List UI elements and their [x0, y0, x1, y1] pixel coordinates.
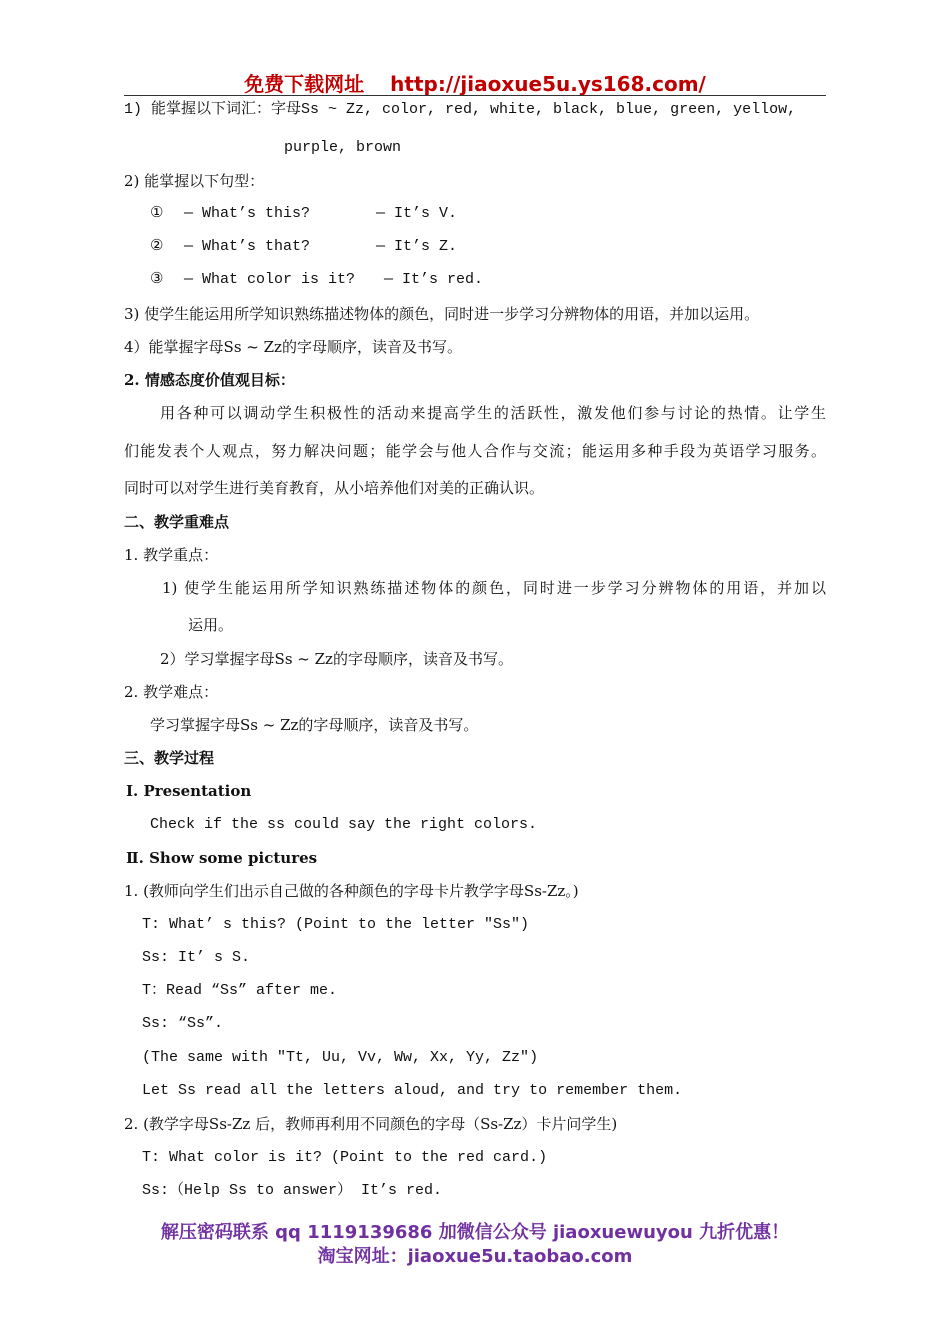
key-point-2: 2）学习掌握字母Ss ~ Zz的字母顺序，读音及书写。 [160, 650, 513, 668]
dialog-line-3: T：Read “Ss” after me. [142, 982, 338, 999]
dialog-line-6: Let Ss read all the letters aloud, and try to remember them. [142, 1082, 683, 1099]
key-point-1-cont: 运用。 [188, 616, 234, 634]
section-2-heading: 二、教学重难点 [124, 513, 230, 531]
objective-3: 3) 使学生能运用所学知识熟练描述物体的颜色，同时进一步学习分辨物体的用语，并加以运用。 [124, 305, 760, 323]
page-header [0, 68, 950, 97]
objective-1: 1) 能掌握以下词汇：字母Ss ~ Zz, color, red, white, black, blue, green, yellow, [124, 101, 797, 118]
difficulties-heading: 2. 教学难点： [124, 683, 219, 701]
step-1-text: Check if the ss could say the right colors. [150, 816, 538, 833]
sentence-1-num: ① [150, 205, 164, 222]
sentence-2-question: — What’s that? [184, 238, 311, 255]
activity-1: 1. (教师向学生们出示自己做的各种颜色的字母卡片教学字母Ss-Zz。) [124, 882, 579, 900]
key-points-heading: 1. 教学重点： [124, 546, 219, 564]
footer-contact: 解压密码联系 qq 1119139686 加微信公众号 jiaoxuewuyou 九折优惠！ [160, 1222, 790, 1243]
section-3-heading: 三、教学过程 [124, 749, 215, 767]
objective-4: 4）能掌握字母Ss ~ Zz的字母顺序，读音及书写。 [124, 338, 462, 356]
header-rule [124, 95, 826, 96]
objective-1-cont: purple, brown [284, 139, 402, 156]
dialog-line-2: Ss: It’ s S. [142, 949, 251, 966]
affective-heading: 2. 情感态度价值观目标： [124, 371, 295, 389]
dialog-line-5: (The same with "Tt, Uu, Vv, Ww, Xx, Yy, Zz") [142, 1049, 539, 1066]
key-point-1: 1) 使学生能运用所学知识熟练描述物体的颜色，同时进一步学习分辨物体的用语，并加以 [162, 579, 826, 597]
dialog-line-1: T: What’ s this? (Point to the letter "Ss") [142, 916, 530, 933]
dialog-line-4: Ss: “Ss”. [142, 1015, 224, 1032]
dialog-line-7: T: What color is it? (Point to the red card.) [142, 1149, 548, 1166]
activity-2: 2. (教学字母Ss-Zz 后，教师再利用不同颜色的字母（Ss-Zz）卡片问学生) [124, 1115, 618, 1133]
dialog-line-8: Ss:（Help Ss to answer） It’s red. [142, 1182, 443, 1199]
header-title: 免费下载网址 [244, 72, 365, 96]
affective-para-3: 同时可以对学生进行美育教育，从小培养他们对美的正确认识。 [124, 479, 545, 497]
difficulty-1: 学习掌握字母Ss ~ Zz的字母顺序，读音及书写。 [150, 716, 479, 734]
step-2-heading: Ⅱ. Show some pictures [126, 849, 318, 867]
sentence-2-answer: — It’s Z. [376, 238, 458, 255]
sentence-3-question: — What color is it? [184, 271, 356, 288]
step-1-heading: Ⅰ. Presentation [126, 782, 252, 800]
sentence-3-num: ③ [150, 271, 164, 288]
affective-para-2: 们能发表个人观点，努力解决问题；能学会与他人合作与交流；能运用多种手段为英语学习服务。 [124, 442, 826, 460]
sentence-1-question: — What’s this? [184, 205, 311, 222]
sentence-2-num: ② [150, 238, 164, 255]
sentence-1-answer: — It’s V. [376, 205, 458, 222]
affective-para-1: 用各种可以调动学生积极性的活动来提高学生的活跃性，激发他们参与讨论的热情。让学生 [160, 404, 826, 422]
header-url[interactable]: http://jiaoxue5u.ys168.com/ [390, 72, 706, 96]
objective-2: 2) 能掌握以下句型： [124, 172, 265, 190]
sentence-3-answer: — It’s red. [384, 271, 484, 288]
footer-shop-url[interactable]: 淘宝网址：jiaoxue5u.taobao.com [317, 1246, 633, 1267]
